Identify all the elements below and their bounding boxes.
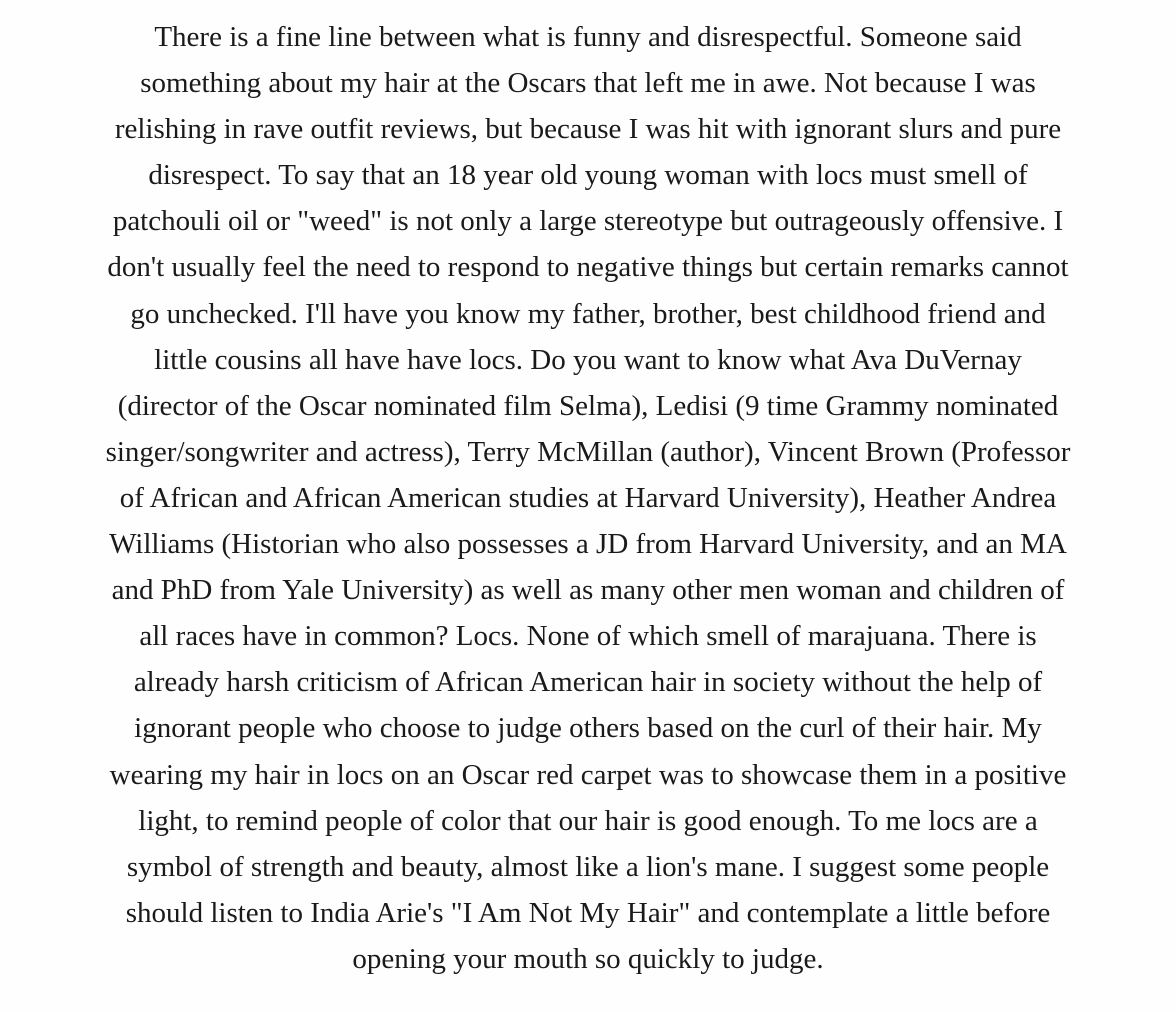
statement-line: already harsh criticism of African American hair in society without the help of	[133, 666, 1043, 699]
statement-line: (director of the Oscar nominated film Selma), Ledisi (9 time Grammy nominated	[117, 389, 1059, 422]
statement-line: symbol of strength and beauty, almost like a lion's mane. I suggest some people	[126, 850, 1050, 883]
statement-line: should listen to India Arie's "I Am Not My Hair" and contemplate a little before	[125, 896, 1051, 929]
statement-text	[20, 14, 1156, 982]
statement-line: light, to remind people of color that our hair is good enough. To me locs are a	[138, 804, 1038, 837]
statement-line: singer/songwriter and actress), Terry McMillan (author), Vincent Brown (Professor	[105, 435, 1071, 468]
statement-line: of African and African American studies at Harvard University), Heather Andrea	[119, 481, 1057, 514]
statement-line: patchouli oil or "weed" is not only a large stereotype but outrageously offensive. I	[112, 205, 1064, 238]
statement-line: Williams (Historian who also possesses a JD from Harvard University, and an MA	[109, 528, 1067, 561]
statement-line: don't usually feel the need to respond to negative things but certain remarks cannot	[107, 251, 1069, 284]
statement-line: little cousins all have have locs. Do you want to know what Ava DuVernay	[154, 343, 1022, 376]
statement-line: something about my hair at the Oscars that left me in awe. Not because I was	[140, 67, 1036, 100]
statement-line: go unchecked. I'll have you know my father, brother, best childhood friend and	[130, 297, 1046, 330]
statement-line: ignorant people who choose to judge others based on the curl of their hair. My	[134, 712, 1042, 745]
statement-line: opening your mouth so quickly to judge.	[352, 942, 824, 975]
statement-line: wearing my hair in locs on an Oscar red carpet was to showcase them in a positive	[109, 758, 1067, 791]
statement-line: disrespect. To say that an 18 year old young woman with locs must smell of	[148, 159, 1028, 192]
statement-line: relishing in rave outfit reviews, but because I was hit with ignorant slurs and pure	[114, 113, 1062, 146]
statement-line: all races have in common? Locs. None of which smell of marajuana. There is	[139, 620, 1037, 653]
statement-line: and PhD from Yale University) as well as many other men woman and children of	[111, 574, 1065, 607]
statement-line: There is a fine line between what is funny and disrespectful. Someone said	[154, 21, 1022, 53]
